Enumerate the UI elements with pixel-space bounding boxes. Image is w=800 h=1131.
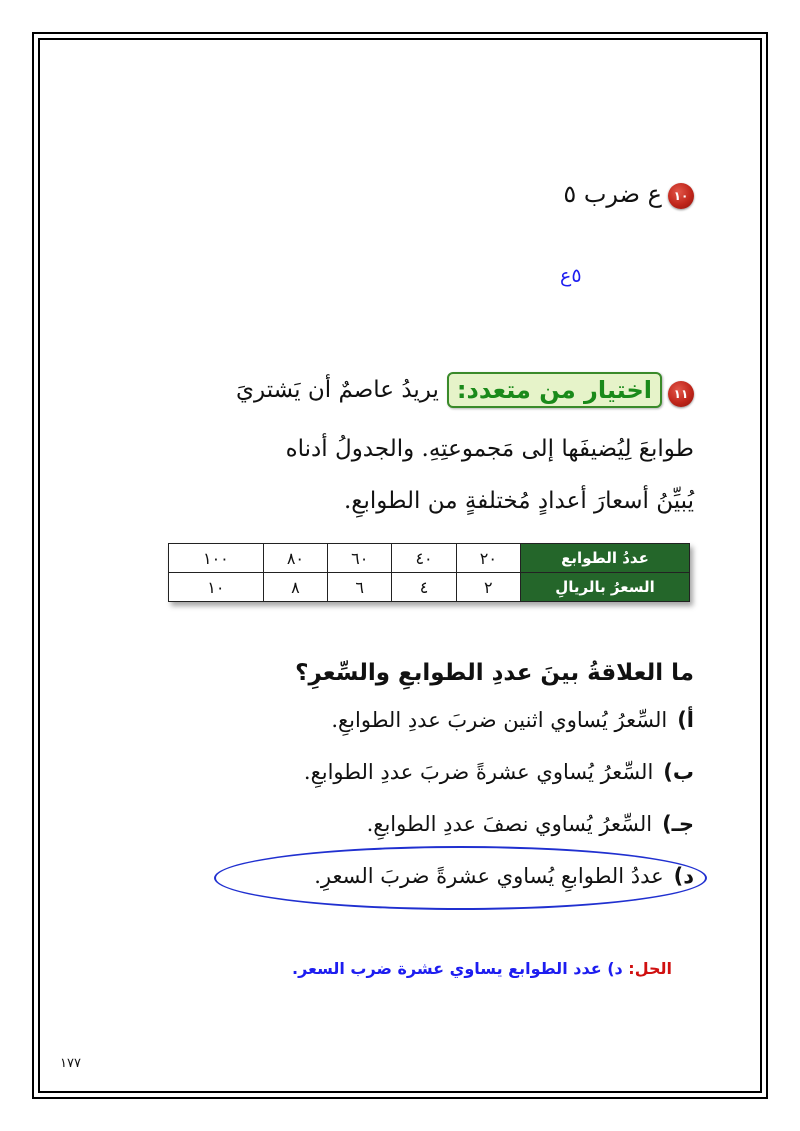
page-number: ١٧٧: [60, 1056, 81, 1071]
table-cell: ٦: [328, 573, 392, 602]
question-11-line3: يُبيِّنُ أسعارَ أعدادٍ مُختلفةٍ من الطوابعِ.: [343, 488, 694, 514]
option-c: [367, 812, 694, 836]
option-a-label: أ): [677, 708, 694, 732]
question-10-number: ١٠: [673, 189, 689, 203]
stamps-price-table: [168, 543, 690, 602]
table-cell: ٤: [392, 573, 456, 602]
table-cell: ١٠: [169, 573, 264, 602]
question-11-number: ١١: [673, 387, 689, 401]
table-header-stamps: عددُ الطوابع: [521, 544, 690, 573]
option-c-text: السِّعرُ يُساوي نصفَ عددِ الطوابعِ.: [366, 812, 653, 836]
table-cell: ٨٠: [263, 544, 327, 573]
relationship-question: ما العلاقةُ بينَ عددِ الطوابعِ والسِّعرِ؟: [295, 660, 694, 686]
question-11-line1: [236, 372, 662, 408]
table-cell: ٨: [263, 573, 327, 602]
table-row: [169, 544, 690, 573]
table-cell: ٤٠: [392, 544, 456, 573]
option-d-label: د): [673, 864, 694, 888]
table-header-price: السعرُ بالريالِ: [521, 573, 690, 602]
question-11-badge: [668, 381, 694, 407]
question-11-line1-text: يريدُ عاصمٌ أن يَشتريَ: [236, 377, 439, 403]
option-d-text: عددُ الطوابعِ يُساوي عشرةً ضربَ السعرِ.: [314, 864, 664, 888]
table-row: [169, 573, 690, 602]
selected-answer-oval: [214, 846, 707, 910]
table-cell: ٦٠: [328, 544, 392, 573]
question-10-answer: ٥ع: [560, 265, 582, 287]
option-c-label: جـ): [662, 812, 694, 836]
table-cell: ٢: [456, 573, 520, 602]
solution-line: [292, 959, 672, 978]
option-b-label: ب): [663, 760, 694, 784]
option-b-text: السِّعرُ يُساوي عشرةً ضربَ عددِ الطوابعِ.: [303, 760, 654, 784]
solution-prefix: الحل:: [628, 959, 672, 978]
multiple-choice-tag: اختيار من متعدد:: [447, 372, 662, 408]
table-cell: ٢٠: [456, 544, 520, 573]
option-b: [304, 760, 694, 784]
option-a-text: السِّعرُ يُساوي اثنين ضربَ عددِ الطوابعِ.: [331, 708, 668, 732]
question-10-text: ع ضرب ٥: [563, 180, 662, 208]
question-10-badge: [668, 183, 694, 209]
table-cell: ١٠٠: [169, 544, 264, 573]
option-a: [331, 708, 694, 732]
question-11-line2: طوابعَ لِيُضيفَها إلى مَجموعتِهِ. والجدولُ أدناه: [285, 436, 694, 462]
solution-text: د) عدد الطوابع يساوي عشرة ضرب السعر.: [292, 959, 623, 978]
